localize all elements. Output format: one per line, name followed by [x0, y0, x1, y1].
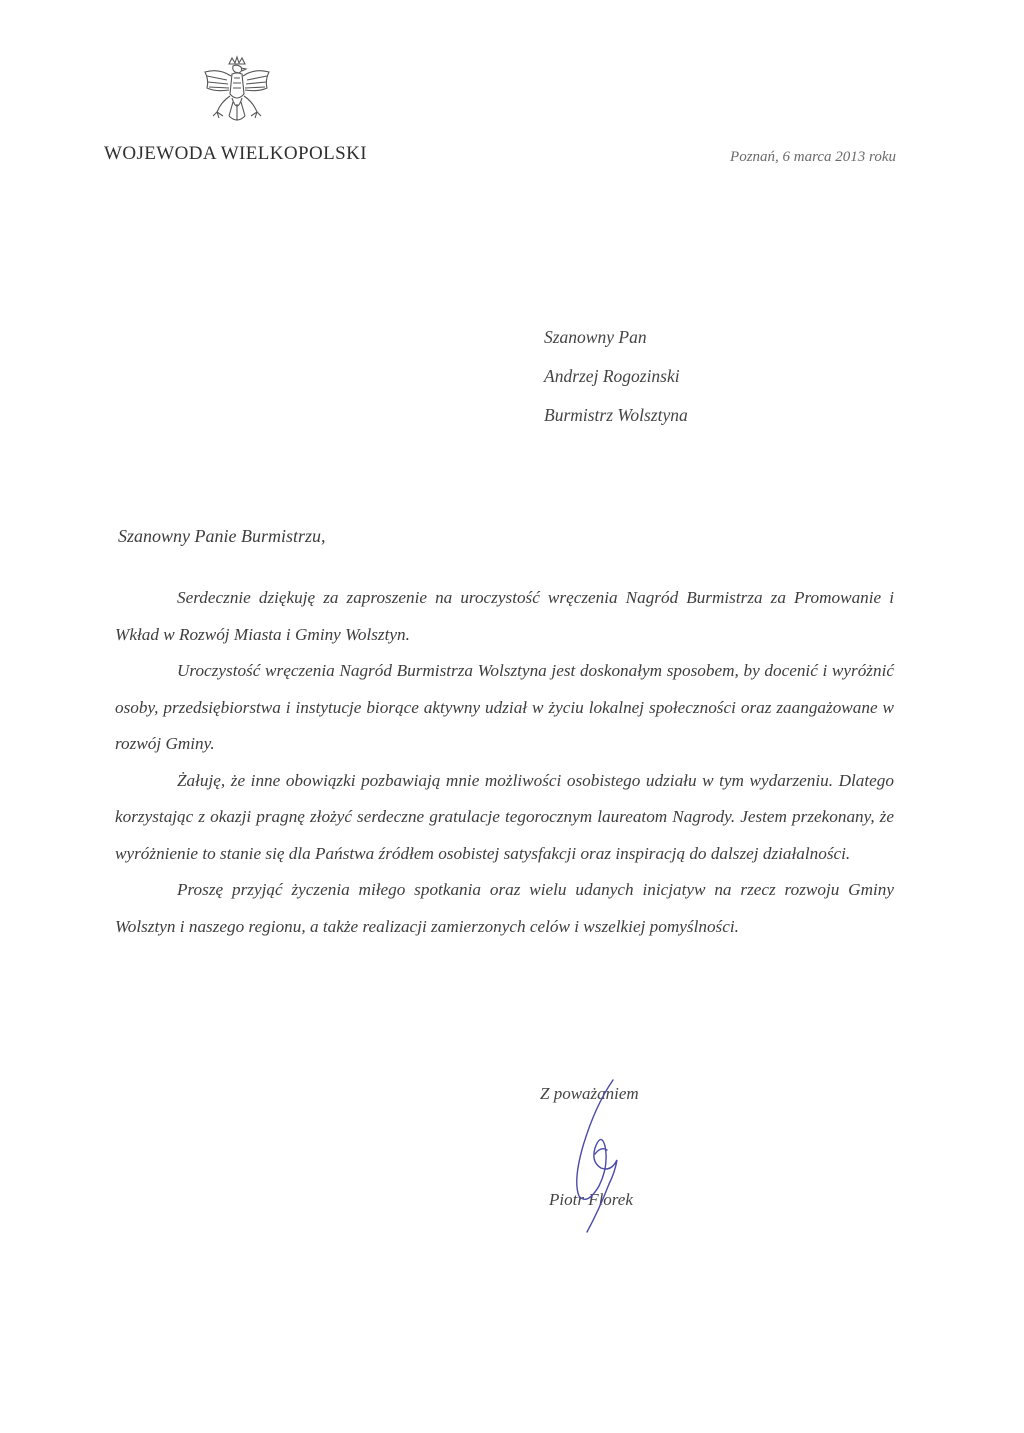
closing-phrase: Z poważaniem: [540, 1084, 639, 1103]
paragraph-4: Proszę przyjąć życzenia miłego spotkania oraz wielu udanych inicjatyw na rzecz rozwoju Gminy Wolsztyn i naszego regionu, a także realizacji zamierzonych celów i wszelkiej pomyślności.: [115, 880, 894, 936]
recipient-line-1: Szanowny Pan: [544, 327, 647, 347]
recipient-position: Burmistrz Wolsztyna: [544, 405, 688, 425]
recipient-name: Andrzej Rogozinski: [544, 366, 680, 386]
letter-date: Poznań, 6 marca 2013 roku: [730, 149, 896, 165]
letter-body: [115, 580, 894, 945]
paragraph-2: Uroczystość wręczenia Nagród Burmistrza Wolsztyna jest doskonałym sposobem, by docenić i wyróżnić osoby, przedsiębiorstwa i instytucje biorące aktywny udział w życiu lokalnej społeczności oraz zaangażowane w rozwój Gminy.: [115, 661, 894, 753]
polish-eagle-emblem-icon: [199, 54, 275, 136]
handwritten-signature: [565, 1076, 635, 1236]
recipient-block: [544, 318, 688, 435]
office-title: WOJEWODA WIELKOPOLSKI: [104, 143, 367, 164]
signer-name: Piotr Florek: [549, 1190, 633, 1209]
paragraph-1: Serdecznie dziękuję za zaproszenie na uroczystość wręczenia Nagród Burmistrza za Promowanie i Wkład w Rozwój Miasta i Gminy Wolsztyn.: [115, 588, 894, 644]
salutation: Szanowny Panie Burmistrzu,: [118, 526, 326, 546]
paragraph-3: Żałuję, że inne obowiązki pozbawiają mnie możliwości osobistego udziału w tym wydarzeniu. Dlatego korzystając z okazji pragnę złożyć serdeczne gratulacje tegorocznym laureatom Nagrody. Jestem przekonany, że wyróżnienie to stanie się dla Państwa źródłem osobistej satysfakcji oraz inspiracją do dalszej działalności.: [115, 770, 894, 863]
